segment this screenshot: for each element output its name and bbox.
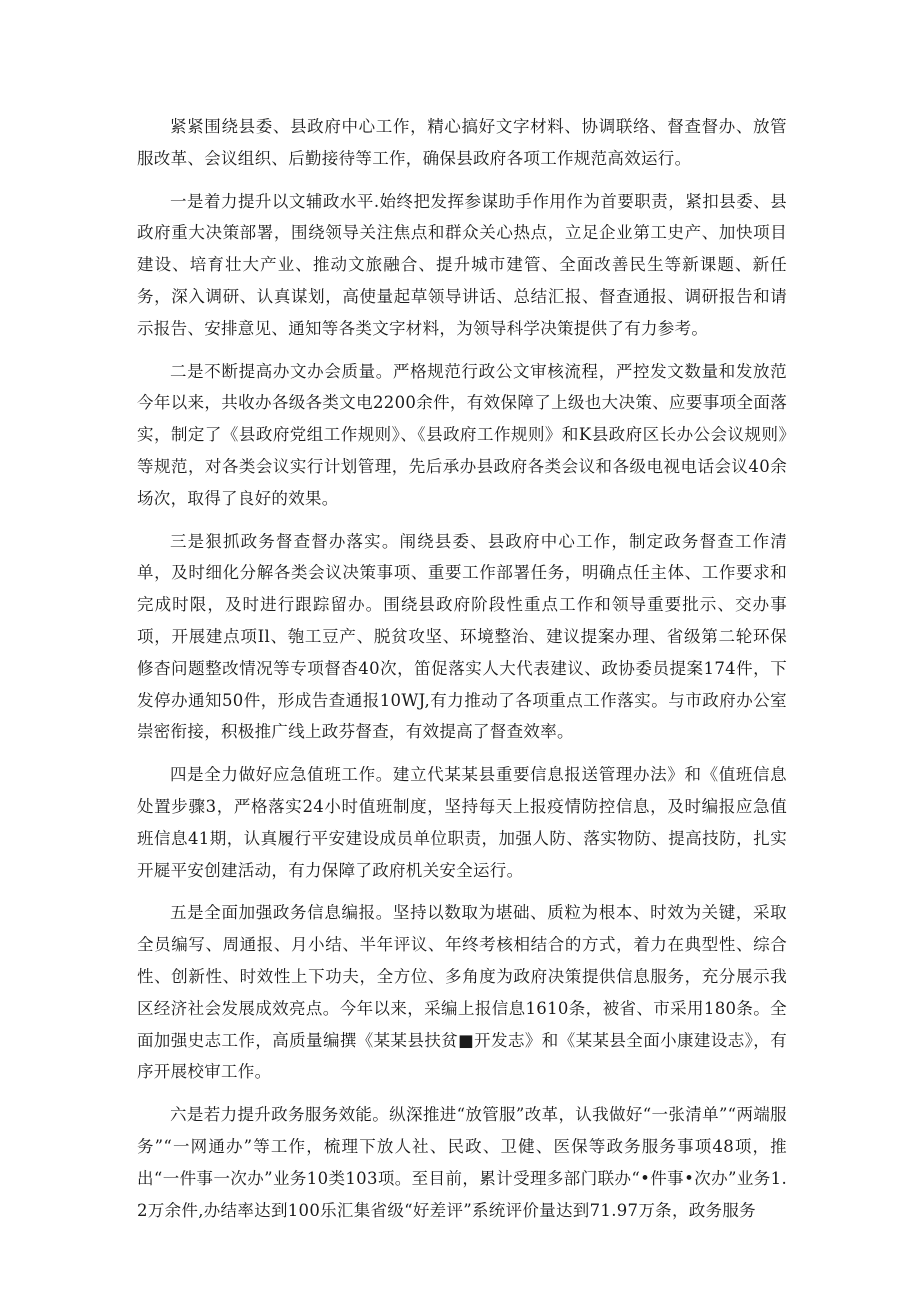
paragraph-4: 四是全力做好应急值班工作。建立代某某县重要信息报送管理办法》和《值班信息处置步骤3，严格落实24小时值班制度，坚持每天上报疫情防控信息，及时编报应急值班信息41期，认真履行平安建设成员单位职责，加强人防、落实物防、提高技防，扎实开屣平安创建活动，有力保障了政府机关安全运行。 bbox=[137, 765, 787, 880]
paragraph-intro: 紧紧围绕县委、县政府中心工作，精心搞好文字材料、协调联络、督查督办、放管服改革、会议组织、后勤接待等工作，确保县政府各项工作规范高效运行。 bbox=[137, 117, 787, 168]
paragraph-6: 六是若力提升政务服务效能。纵深推进“放管服”改革，认我做好“一张清单”“两端服务”“一网通办”等工作，梳理下放人社、民政、卫健、医保等政务服务事项48项，推出“一件事一次办”业务10类103项。至目前，累计受理多部门联办“•件事•次办”业务1.2万余件,办结率达到100乐汇集省级“好差评”系统评价量达到71.97万条，政务服务 bbox=[137, 1105, 787, 1220]
paragraph-2: 二是不断提高办文办会质量。严格规范行政公文审核流程，严控发文数量和发放范今年以来，共收办各级各类文电2200余件，有效保障了上级也大决策、应要事项全面落实，制定了《县政府党组工作规则》、《县政府工作规则》和K县政府区长办公会议规则》等规范，对各类会议实行计划管理，先后承办县政府各类会议和各级电视电话会议40余场次，取得了良好的效果。 bbox=[137, 361, 787, 508]
document-body bbox=[137, 111, 787, 1237]
paragraph-5: 五是全面加强政务信息编报。坚持以数取为堪础、质粒为根本、时效为关键，采取全员编写、周通报、月小结、半年评议、年终考核相结合的方式，着力在典型性、综合性、创新性、时效性上下功夫，全方位、多角度为政府决策提供信息服务，充分展示我区经济社会发展成效亮点。今年以来，采编上报信息1610条，被省、市采用180条。全面加强史志工作，高质量编撰《某某县扶贫■开发志》和《某某县全面小康建设志》，有序开展校审工作。 bbox=[137, 903, 787, 1082]
paragraph-1: 一是着力提升以文辅政水平.始终把发挥参谋助手作用作为首要职责，紧扣县委、县政府重大决策部署，围绕领导关注焦点和群众关心热点，立足企业第工史产、加快项目建设、培育壮大产业、推动文旅融合、提升城市建管、全面改善民生等新课题、新任务，深入调研、认真谋划，高使量起草领导讲话、总结汇报、督查通报、调研报告和请示报告、安排意见、通知等各类文字材料，为领导科学决策提供了有力参考。 bbox=[137, 191, 787, 338]
paragraph-3: 三是狠抓政务督查督办落实。闱绕县委、县政府中心工作，制定政务督查工作清单，及时细化分解各类会议决策事项、重要工作部署任务，明确点任主体、工作要求和完成时限，及时进行跟踪留办。围绕县政府阶段性重点工作和领导重要批示、交办事项，开展建点项Il、匏工豆产、脱贫攻坚、环境整治、建议提案办理、省级第二轮环保修杳问题整改情况等专项督杳40次，笛促落实人大代表建议、政协委员提案174件，下发停办通知50件，形成告查通报10WJ,有力推动了各项重点工作落实。与市政府办公室崇密衔接，积极推广线上政芬督查，有效提高了督查效率。 bbox=[137, 531, 787, 742]
